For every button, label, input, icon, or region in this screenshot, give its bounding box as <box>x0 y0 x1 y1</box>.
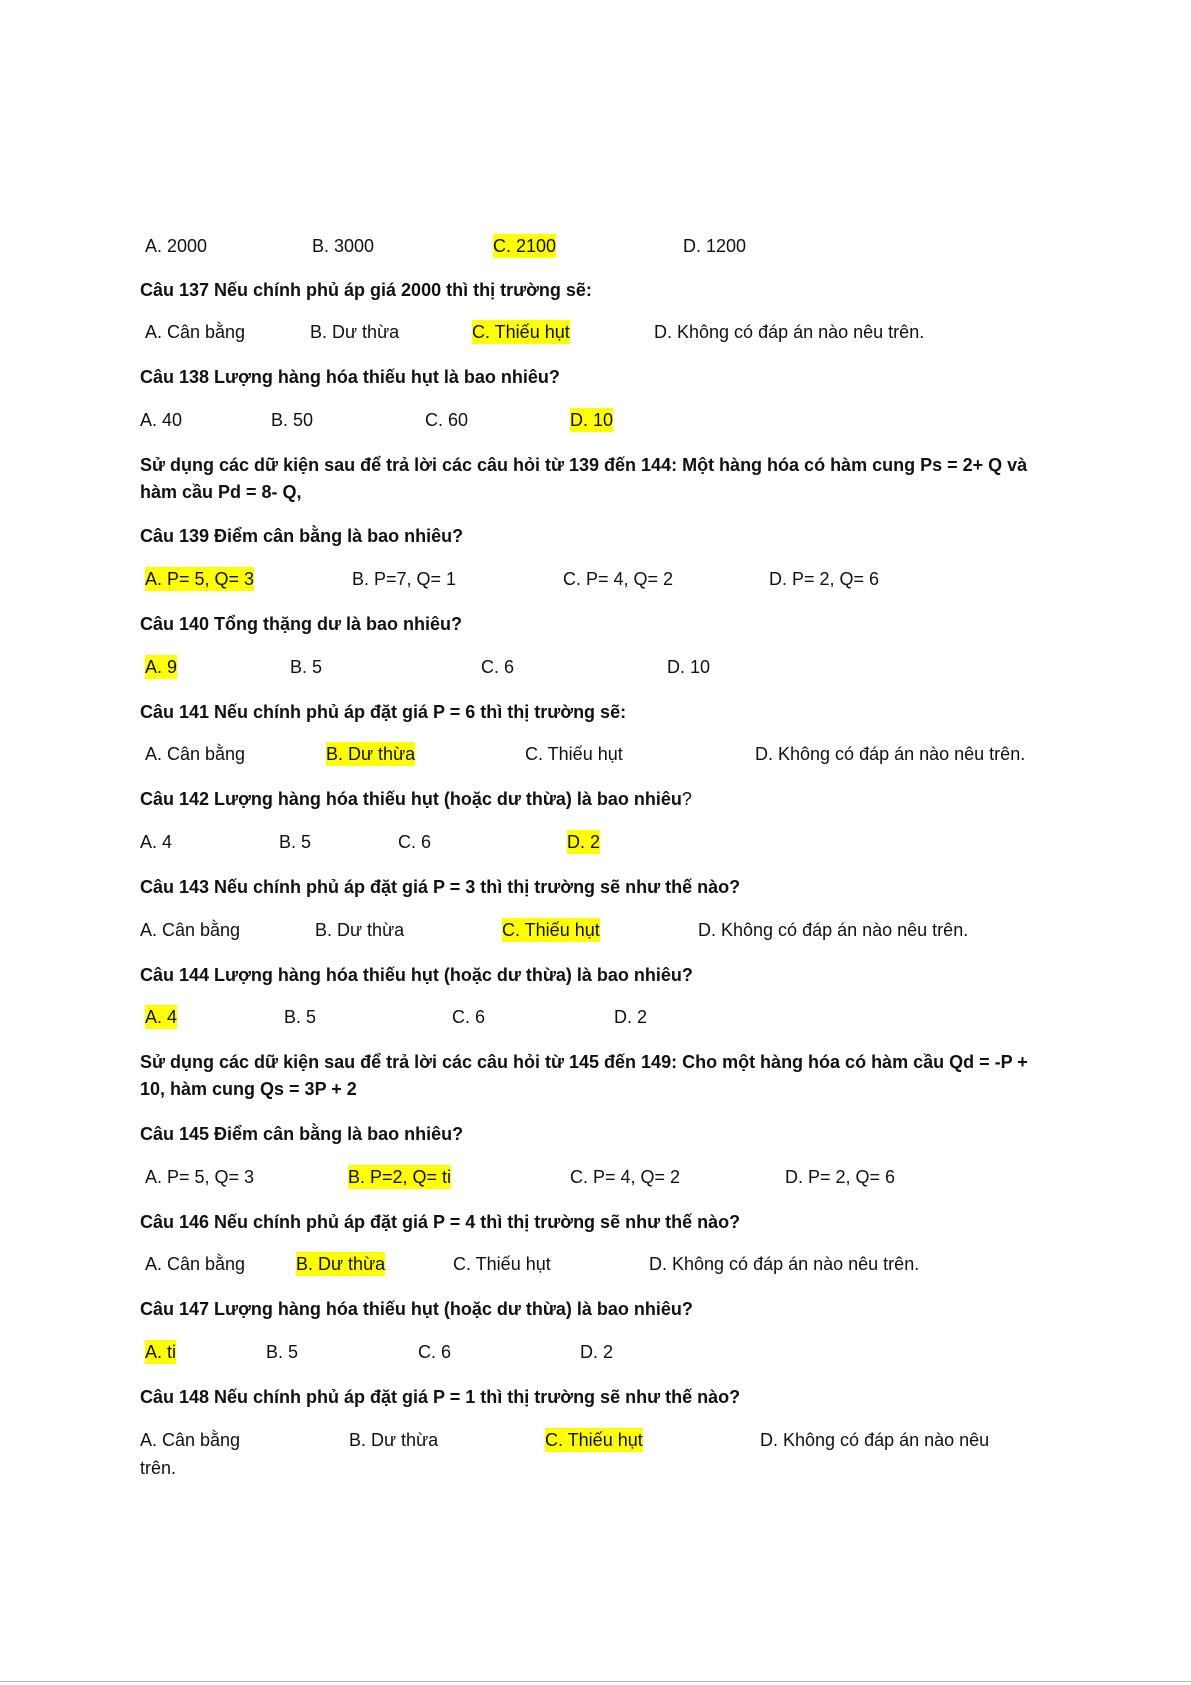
q148-option-b: B. Dư thừa <box>349 1430 439 1450</box>
q147-option-c: C. 6 <box>418 1342 452 1362</box>
q137-option-c: C. Thiếu hụt <box>472 322 570 342</box>
q140-option-a: A. 9 <box>145 657 178 677</box>
q146-option-d: D. Không có đáp án nào nêu trên. <box>649 1254 920 1274</box>
q141-option-b: B. Dư thừa <box>326 744 416 764</box>
q140-option-d: D. 10 <box>667 657 711 677</box>
question-141: Câu 141 Nếu chính phủ áp đặt giá P = 6 thì thị trường sẽ: <box>140 702 627 722</box>
q136-option-b: B. 3000 <box>312 236 375 256</box>
q142-option-d: D. 2 <box>567 832 601 852</box>
q138-option-a: A. 40 <box>140 410 183 430</box>
q140-option-b: B. 5 <box>290 657 323 677</box>
question-143: Câu 143 Nếu chính phủ áp đặt giá P = 3 thì thị trường sẽ như thế nào? <box>140 877 741 897</box>
q143-option-d: D. Không có đáp án nào nêu trên. <box>698 920 969 940</box>
question-144: Câu 144 Lượng hàng hóa thiếu hụt (hoặc dư thừa) là bao nhiêu? <box>140 965 693 985</box>
q148-option-a: A. Cân bằng <box>140 1430 241 1450</box>
q141-option-a: A. Cân bằng <box>145 744 246 764</box>
q139-option-d: D. P= 2, Q= 6 <box>769 569 880 589</box>
intro-139-144: Sử dụng các dữ kiện sau để trả lời các câu hỏi từ 139 đến 144: Một hàng hóa có hàm cung Ps = 2+ Q và hàm cầu Pd = 8- Q, <box>140 455 1028 502</box>
q136-option-c: C. 2100 <box>493 236 557 256</box>
q146-option-a: A. Cân bằng <box>145 1254 246 1274</box>
question-147: Câu 147 Lượng hàng hóa thiếu hụt (hoặc dư thừa) là bao nhiêu? <box>140 1299 693 1319</box>
question-148: Câu 148 Nếu chính phủ áp đặt giá P = 1 thì thị trường sẽ như thế nào? <box>140 1387 741 1407</box>
question-142-text: Câu 142 Lượng hàng hóa thiếu hụt (hoặc dư thừa) là bao nhiêu <box>140 789 682 809</box>
q146-option-b: B. Dư thừa <box>296 1254 386 1274</box>
q145-option-c: C. P= 4, Q= 2 <box>570 1167 681 1187</box>
q143-option-c: C. Thiếu hụt <box>502 920 600 940</box>
q142-option-a: A. 4 <box>140 832 173 852</box>
q147-option-a: A. ti <box>145 1342 177 1362</box>
q144-option-b: B. 5 <box>284 1007 317 1027</box>
q140-option-c: C. 6 <box>481 657 515 677</box>
q136-option-d: D. 1200 <box>683 236 747 256</box>
q145-option-d: D. P= 2, Q= 6 <box>785 1167 896 1187</box>
question-142-mark: ? <box>681 789 692 809</box>
q139-option-b: B. P=7, Q= 1 <box>352 569 457 589</box>
q144-option-d: D. 2 <box>614 1007 648 1027</box>
q138-option-c: C. 60 <box>425 410 469 430</box>
question-139: Câu 139 Điểm cân bằng là bao nhiêu? <box>140 526 464 546</box>
question-146: Câu 146 Nếu chính phủ áp đặt giá P = 4 thì thị trường sẽ như thế nào? <box>140 1212 741 1232</box>
q138-option-b: B. 50 <box>271 410 314 430</box>
q147-option-b: B. 5 <box>266 1342 299 1362</box>
q144-option-c: C. 6 <box>452 1007 486 1027</box>
q147-option-d: D. 2 <box>580 1342 614 1362</box>
page-bottom-border <box>0 1681 1191 1682</box>
q143-option-a: A. Cân bằng <box>140 920 241 940</box>
question-142 <box>140 786 692 813</box>
q139-option-a: A. P= 5, Q= 3 <box>145 569 255 589</box>
q138-option-d: D. 10 <box>570 410 614 430</box>
question-138: Câu 138 Lượng hàng hóa thiếu hụt là bao nhiêu? <box>140 367 560 387</box>
question-145: Câu 145 Điểm cân bằng là bao nhiêu? <box>140 1124 464 1144</box>
q148-option-d: D. Không có đáp án nào nêu <box>760 1430 990 1450</box>
q137-option-b: B. Dư thừa <box>310 322 400 342</box>
q144-option-a: A. 4 <box>145 1007 178 1027</box>
q146-option-c: C. Thiếu hụt <box>453 1254 551 1274</box>
question-137: Câu 137 Nếu chính phủ áp giá 2000 thì thị trường sẽ: <box>140 280 592 300</box>
q148-option-d-continued: trên. <box>140 1458 177 1478</box>
q148-option-c: C. Thiếu hụt <box>545 1430 643 1450</box>
q143-option-b: B. Dư thừa <box>315 920 405 940</box>
intro-145-149: Sử dụng các dữ kiện sau để trả lời các câu hỏi từ 145 đến 149: Cho một hàng hóa có hàm cầu Qd = -P + 10, hàm cung Qs = 3P + 2 <box>140 1052 1028 1099</box>
q137-option-d: D. Không có đáp án nào nêu trên. <box>654 322 925 342</box>
q139-option-c: C. P= 4, Q= 2 <box>563 569 674 589</box>
q141-option-d: D. Không có đáp án nào nêu trên. <box>755 744 1026 764</box>
q142-option-b: B. 5 <box>279 832 312 852</box>
q137-option-a: A. Cân bằng <box>145 322 246 342</box>
q145-option-b: B. P=2, Q= ti <box>348 1167 452 1187</box>
q142-option-c: C. 6 <box>398 832 432 852</box>
q145-option-a: A. P= 5, Q= 3 <box>145 1167 255 1187</box>
question-140: Câu 140 Tổng thặng dư là bao nhiêu? <box>140 614 463 634</box>
q141-option-c: C. Thiếu hụt <box>525 744 623 764</box>
q136-option-a: A. 2000 <box>145 236 208 256</box>
